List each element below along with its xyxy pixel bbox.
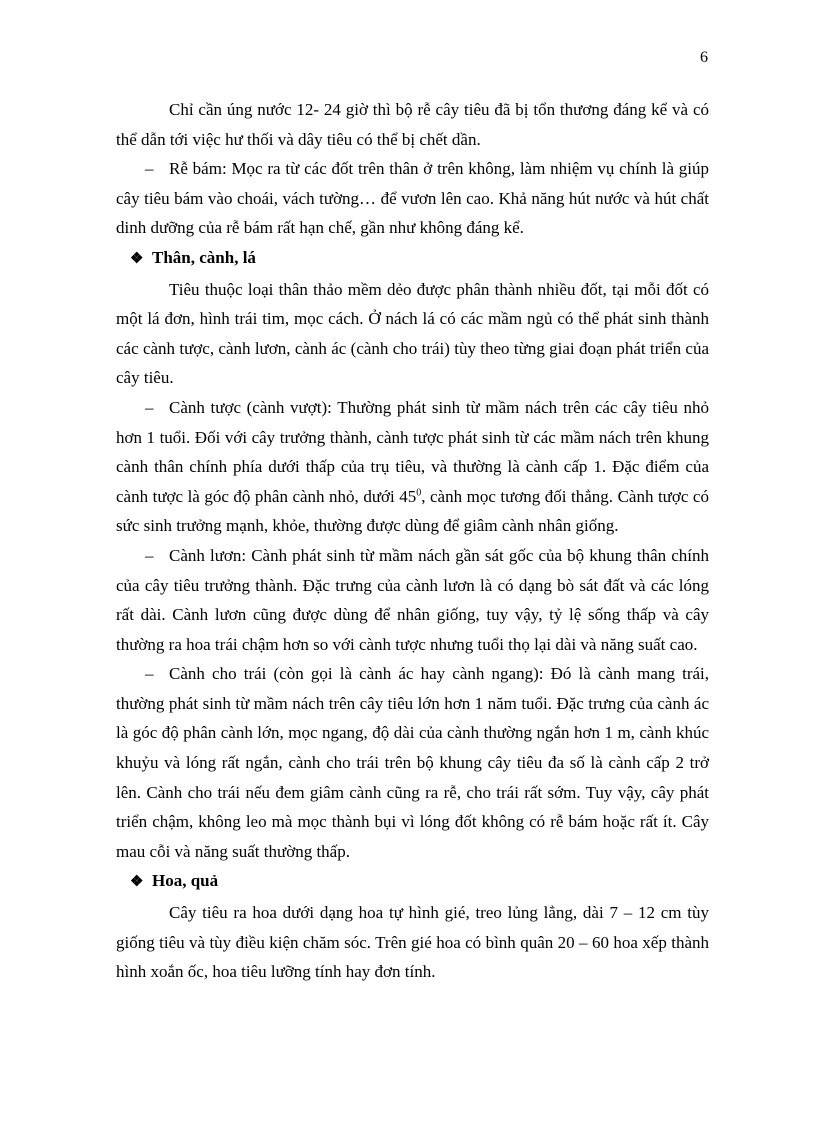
- paragraph-stem-description: Tiêu thuộc loại thân thảo mềm dẻo được phân thành nhiều đốt, tại mỗi đốt có một lá đơn, hình trái tim, mọc cách. Ở nách lá có các mầm ngủ có thể phát sinh thành các cành tược, cành lươn, cành ác (cành cho trái) tùy theo từng giai đoạn phát triển của cây tiêu.: [116, 279, 709, 388]
- section-heading-stem-branch-leaf: [116, 243, 709, 275]
- list-item-text: Rễ bám: Mọc ra từ các đốt trên thân ở trên không, làm nhiệm vụ chính là giúp cây tiêu bám vào choái, vách tường… để vươn lên cao. Khả năng hút nước và hút chất dinh dưỡng của rễ bám rất hạn chế, gần như không đáng kể.: [116, 159, 709, 238]
- heading-text: Hoa, quả: [152, 871, 219, 891]
- paragraph-waterlogging: Chỉ cần úng nước 12- 24 giờ thì bộ rễ cây tiêu đã bị tổn thương đáng kể và có thể dẫn tới việc hư thối và dây tiêu có thể bị chết dần.: [116, 100, 709, 149]
- heading-text: Thân, cành, lá: [152, 247, 256, 267]
- document-body: [116, 95, 709, 987]
- diamond-bullet-icon: ❖: [130, 250, 144, 267]
- dash-bullet: –: [145, 397, 154, 417]
- list-item-sucker-branch: [116, 393, 709, 541]
- dash-bullet: –: [145, 159, 154, 179]
- list-item-text: Cành tược (cành vượt): Thường phát sinh từ mầm nách trên các cây tiêu nhỏ hơn 1 tuổi. Đối với cây trưởng thành, cành tược phát sinh từ các mầm nách trên khung cành thân chính phía dưới thấp của trụ tiêu, và thường là cành cấp 1. Đặc điểm của cành tược là góc độ phân cành nhỏ, dưới 45: [116, 397, 709, 506]
- section-heading-flower-fruit: [116, 866, 709, 898]
- diamond-bullet-icon: ❖: [130, 874, 144, 891]
- paragraph-flower-description: Cây tiêu ra hoa dưới dạng hoa tự hình gié, treo lủng lẳng, dài 7 – 12 cm tùy giống tiêu và tùy điều kiện chăm sóc. Trên gié hoa có bình quân 20 – 60 hoa xếp thành hình xoắn ốc, hoa tiêu lưỡng tính hay đơn tính.: [116, 903, 709, 982]
- degree-superscript: 0: [416, 487, 422, 499]
- list-item-fruiting-branch: [116, 659, 709, 866]
- list-item-runner-branch: [116, 541, 709, 659]
- page-number: 6: [700, 49, 708, 66]
- dash-bullet: –: [145, 545, 154, 565]
- list-item-text: Cành cho trái (còn gọi là cành ác hay cành ngang): Đó là cành mang trái, thường phát sinh từ mầm nách trên cây tiêu lớn hơn 1 năm tuổi. Đặc trưng của cành ác là góc độ phân cành lớn, mọc ngang, độ dài của cành thường ngắn hơn 1 m, cành khúc khuỷu và lóng rất ngắn, cành cho trái trên bộ khung cây tiêu đa số là cành cấp 2 trở lên. Cành cho trái nếu đem giâm cành cũng ra rễ, cho trái rất sớm. Tuy vậy, cây phát triển chậm, không leo mà mọc thành bụi vì lóng đốt không có rễ bám hoặc rất ít. Cây mau cỗi và năng suất thường thấp.: [116, 664, 709, 861]
- dash-bullet: –: [145, 664, 154, 684]
- list-item-text: Cành lươn: Cành phát sinh từ mầm nách gần sát gốc của bộ khung thân chính của cây tiêu trưởng thành. Đặc trưng của cành lươn là có dạng bò sát đất và các lóng rất dài. Cành lươn cũng được dùng để nhân giống, tuy vậy, tỷ lệ sống thấp và cây thường ra hoa trái chậm hơn so với cành tược nhưng tuổi thọ lại dài và năng suất cao.: [116, 545, 709, 654]
- list-item-aerial-roots: [116, 154, 709, 243]
- list-item-text-cont: , cành mọc tương đối thẳng. Cành tược có sức sinh trưởng mạnh, khỏe, thường được dùng để giâm cành nhân giống.: [116, 486, 709, 536]
